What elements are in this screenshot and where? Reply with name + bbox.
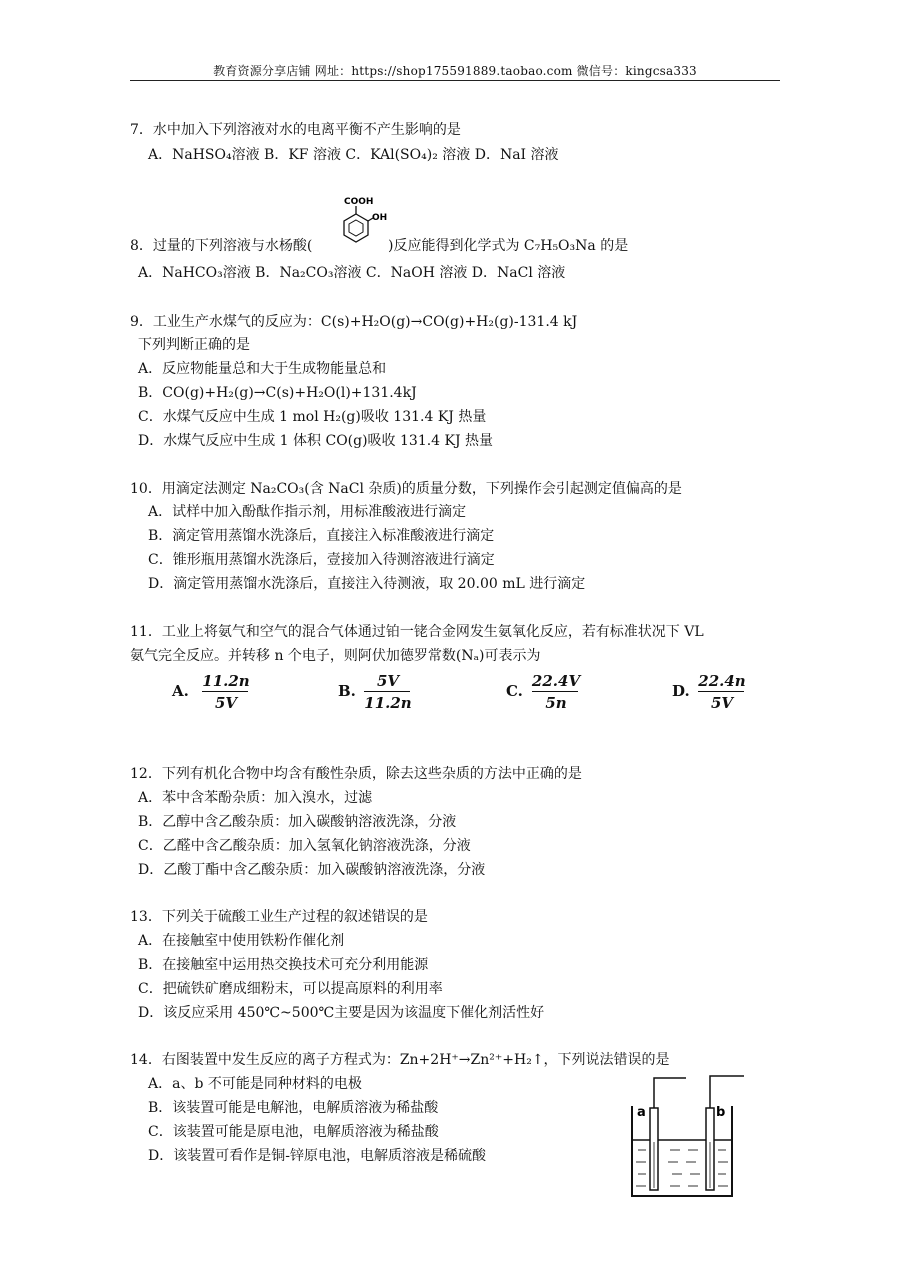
q12-option-b: B．乙醇中含乙酸杂质：加入碳酸钠溶液洗涤，分液 (138, 814, 457, 830)
q8-options: A．NaHCO₃溶液 B．Na₂CO₃溶液 C．NaOH 溶液 D．NaCl 溶液 (138, 265, 566, 281)
q13-stem: 13．下列关于硫酸工业生产过程的叙述错误的是 (130, 909, 428, 925)
cooh-label: COOH (344, 197, 374, 207)
q12-stem: 12．下列有机化合物中均含有酸性杂质，除去这些杂质的方法中正确的是 (130, 766, 582, 782)
q10-option-b: B．滴定管用蒸馏水洗涤后，直接注入标准酸液进行滴定 (148, 528, 495, 544)
q10-option-c: C．锥形瓶用蒸馏水洗涤后，壹接加入待测溶液进行滴定 (148, 552, 495, 568)
q14-option-a: A．a、b 不可能是同种材料的电极 (148, 1076, 362, 1092)
q10-option-a: A．试样中加入酚酞作指示剂，用标准酸液进行滴定 (148, 504, 467, 520)
q9-option-c: C．水煤气反应中生成 1 mol H₂(g)吸收 131.4 KJ 热量 (138, 409, 487, 425)
q11-option-a-denominator: 5V (214, 694, 238, 712)
q11-option-b (338, 672, 438, 716)
q7-stem: 7．水中加入下列溶液对水的电离平衡不产生影响的是 (130, 122, 461, 138)
q13-option-b: B．在接触室中运用热交换技术可充分利用能源 (138, 957, 429, 973)
q11-option-d-label: D. (672, 682, 690, 700)
electrolytic-cell-diagram (624, 1072, 750, 1202)
q11-option-d (672, 672, 772, 716)
fraction-bar (364, 691, 410, 692)
oh-label: OH (372, 213, 388, 223)
q12-option-c: C．乙醛中含乙酸杂质：加入氢氧化钠溶液洗涤，分液 (138, 838, 471, 854)
q11-stem-2: 氨气完全反应。并转移 n 个电子，则阿伏加德罗常数(Nₐ)可表示为 (130, 648, 541, 664)
q14-option-c: C．该装置可能是原电池，电解质溶液为稀盐酸 (148, 1124, 439, 1140)
q11-stem-1: 11．工业上将氨气和空气的混合气体通过铂一铑合金网发生氨氧化反应，若有标准状况下 VL (130, 624, 704, 640)
q10-option-d: D．滴定管用蒸馏水洗涤后，直接注入待测液，取 20.00 mL 进行滴定 (148, 576, 586, 592)
q11-option-c (506, 672, 606, 716)
fraction-bar (698, 691, 744, 692)
q11-option-c-numerator: 22.4V (531, 672, 581, 690)
q11-option-c-label: C. (506, 682, 523, 700)
page-header: 教育资源分享店铺 网址：https://shop175591889.taobao.com 微信号：kingcsa333 (213, 64, 697, 78)
q11-option-a (172, 672, 272, 716)
q11-option-a-label: A. (172, 682, 189, 700)
q14-stem: 14．右图装置中发生反应的离子方程式为：Zn+2H⁺→Zn²⁺+H₂↑，下列说法错误的是 (130, 1052, 670, 1068)
q9-option-d: D．水煤气反应中生成 1 体积 CO(g)吸收 131.4 KJ 热量 (138, 433, 494, 449)
q14-option-b: B．该装置可能是电解池，电解质溶液为稀盐酸 (148, 1100, 439, 1116)
q13-option-d: D．该反应采用 450℃~500℃主要是因为该温度下催化剂活性好 (138, 1005, 545, 1021)
q10-stem: 10．用滴定法测定 Na₂CO₃(含 NaCl 杂质)的质量分数，下列操作会引起测定值偏高的是 (130, 481, 682, 497)
q9-stem: 9．工业生产水煤气的反应为：C(s)+H₂O(g)→CO(g)+H₂(g)-131.4 kJ (130, 314, 578, 330)
q11-option-c-denominator: 5n (545, 694, 567, 712)
q11-option-b-label: B. (338, 682, 356, 700)
q12-option-a: A．苯中含苯酚杂质：加入溴水，过滤 (138, 790, 373, 806)
fraction-bar (202, 691, 248, 692)
header-rule (130, 80, 780, 81)
q9-option-a: A．反应物能量总和大于生成物能量总和 (138, 361, 387, 377)
q8-stem-b: )反应能得到化学式为 C₇H₅O₃Na 的是 (388, 238, 629, 254)
q11-option-d-denominator: 5V (710, 694, 734, 712)
q8-stem-a: 8．过量的下列溶液与水杨酸( (130, 238, 313, 254)
q7-options: A．NaHSO₄溶液 B．KF 溶液 C．KAl(SO₄)₂ 溶液 D．NaI 溶液 (148, 147, 559, 163)
salicylic-acid-structure (326, 194, 396, 256)
q13-option-c: C．把硫铁矿磨成细粉末，可以提高原料的利用率 (138, 981, 443, 997)
q9-option-b: B．CO(g)+H₂(g)→C(s)+H₂O(l)+131.4kJ (138, 385, 417, 401)
q12-option-d: D．乙酸丁酯中含乙酸杂质：加入碳酸钠溶液洗涤，分液 (138, 862, 486, 878)
q11-option-d-numerator: 22.4n (698, 672, 746, 690)
q9-sub: 下列判断正确的是 (138, 337, 250, 353)
q11-option-b-numerator: 5V (376, 672, 400, 690)
q11-option-a-numerator: 11.2n (202, 672, 250, 690)
q13-option-a: A．在接触室中使用铁粉作催化剂 (138, 933, 345, 949)
q14-option-d: D．该装置可看作是铜-锌原电池，电解质溶液是稀硫酸 (148, 1148, 486, 1164)
electrode-a-label: a (637, 1105, 646, 1120)
q11-option-b-denominator: 11.2n (364, 694, 412, 712)
electrode-b-label: b (716, 1105, 726, 1120)
fraction-bar (532, 691, 578, 692)
